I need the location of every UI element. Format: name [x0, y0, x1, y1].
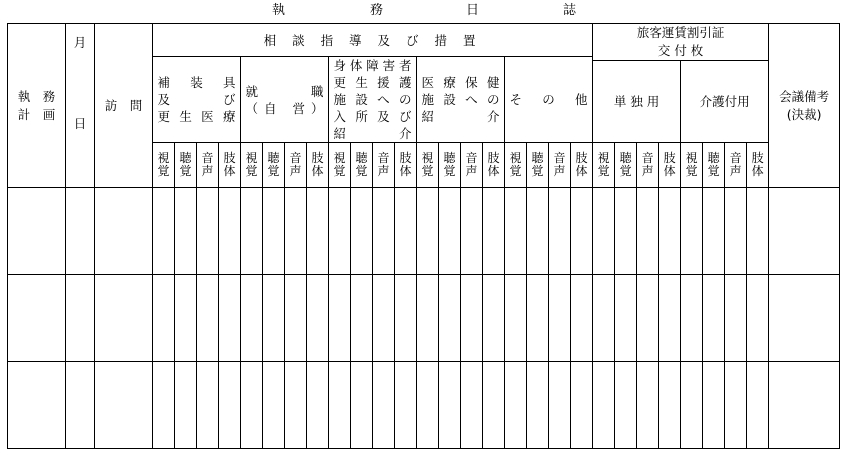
table-cell[interactable] [703, 188, 725, 275]
table-cell[interactable] [615, 275, 637, 362]
table-cell[interactable] [527, 362, 549, 449]
table-cell[interactable] [66, 188, 95, 275]
sub-header-visual: 視覚 [417, 143, 439, 188]
sub-header-visual: 視覚 [329, 143, 351, 188]
title-char: 務 [370, 3, 384, 18]
table-cell[interactable] [66, 362, 95, 449]
sub-header-visual: 視覚 [153, 143, 175, 188]
table-cell[interactable] [351, 362, 373, 449]
sub-header-voice: 音声 [373, 143, 395, 188]
sub-header-voice: 音声 [637, 143, 659, 188]
table-cell[interactable] [593, 188, 615, 275]
sub-header-hearing: 聴覚 [175, 143, 197, 188]
table-row [8, 275, 840, 362]
sub-header-voice: 音声 [725, 143, 747, 188]
sub-header-hearing: 聴覚 [703, 143, 725, 188]
header-shitsumu-keikaku: 執 務 計 画 [8, 24, 66, 188]
table-cell[interactable] [197, 275, 219, 362]
table-cell[interactable] [549, 275, 571, 362]
category-shintai-shougaisha: 身体障害者 更生援護 施設への 入所及び 紹 介 [329, 57, 417, 143]
table-cell[interactable] [483, 275, 505, 362]
table-cell[interactable] [307, 362, 329, 449]
table-cell[interactable] [527, 188, 549, 275]
table-cell[interactable] [769, 188, 840, 275]
table-cell[interactable] [285, 362, 307, 449]
table-cell[interactable] [417, 188, 439, 275]
table-cell[interactable] [241, 275, 263, 362]
sub-header-limb: 肢体 [219, 143, 241, 188]
table-cell[interactable] [175, 362, 197, 449]
table-cell[interactable] [95, 362, 153, 449]
table-row [8, 362, 840, 449]
table-cell[interactable] [527, 275, 549, 362]
table-cell[interactable] [373, 362, 395, 449]
table-cell[interactable] [439, 188, 461, 275]
table-cell[interactable] [197, 362, 219, 449]
table-cell[interactable] [95, 275, 153, 362]
table-cell[interactable] [593, 362, 615, 449]
table-cell[interactable] [593, 275, 615, 362]
table-cell[interactable] [263, 362, 285, 449]
sub-header-limb: 肢体 [659, 143, 681, 188]
sub-header-hearing: 聴覚 [351, 143, 373, 188]
table-cell[interactable] [373, 188, 395, 275]
table-cell[interactable] [681, 275, 703, 362]
table-cell[interactable] [659, 362, 681, 449]
table-cell[interactable] [571, 362, 593, 449]
table-cell[interactable] [263, 188, 285, 275]
table-cell[interactable] [153, 275, 175, 362]
duty-diary-table [7, 23, 840, 449]
table-cell[interactable] [66, 275, 95, 362]
table-cell[interactable] [703, 275, 725, 362]
table-cell[interactable] [725, 188, 747, 275]
sub-header-voice: 音声 [549, 143, 571, 188]
sub-header-limb: 肢体 [395, 143, 417, 188]
table-cell[interactable] [461, 275, 483, 362]
table-cell[interactable] [395, 362, 417, 449]
table-cell[interactable] [95, 188, 153, 275]
sub-header-limb: 肢体 [747, 143, 769, 188]
header-visit: 訪 問 [95, 24, 153, 188]
table-cell[interactable] [725, 362, 747, 449]
table-cell[interactable] [461, 362, 483, 449]
table-cell[interactable] [329, 362, 351, 449]
header-kaigo: 介護付用 [681, 61, 769, 143]
table-cell[interactable] [461, 188, 483, 275]
sub-header-hearing: 聴覚 [263, 143, 285, 188]
sub-header-limb: 肢体 [571, 143, 593, 188]
table-cell[interactable] [769, 362, 840, 449]
category-hosougu: 補 装 具 及 び 更生医療 [153, 57, 241, 143]
table-cell[interactable] [175, 275, 197, 362]
sub-header-visual: 視覚 [241, 143, 263, 188]
form-title [0, 0, 846, 22]
table-cell[interactable] [351, 188, 373, 275]
header-month: 月 [66, 24, 95, 61]
table-cell[interactable] [395, 275, 417, 362]
table-cell[interactable] [549, 188, 571, 275]
title-char: 誌 [563, 3, 577, 18]
table-cell[interactable] [307, 275, 329, 362]
header-kaigi: 会議備考 (決裁) [769, 24, 840, 188]
category-sonota: そ の 他 [505, 57, 593, 143]
table-cell[interactable] [637, 362, 659, 449]
table-cell[interactable] [197, 188, 219, 275]
table-cell[interactable] [219, 275, 241, 362]
table-cell[interactable] [725, 275, 747, 362]
table-cell[interactable] [659, 275, 681, 362]
table-cell[interactable] [483, 188, 505, 275]
table-cell[interactable] [329, 275, 351, 362]
table-cell[interactable] [241, 188, 263, 275]
table-cell[interactable] [747, 188, 769, 275]
table-cell[interactable] [285, 275, 307, 362]
table-cell[interactable] [8, 188, 66, 275]
table-cell[interactable] [505, 188, 527, 275]
table-cell[interactable] [8, 275, 66, 362]
title-char: 日 [466, 3, 480, 18]
category-iryou-hoken: 医療保健 施設への 紹 介 [417, 57, 505, 143]
table-cell[interactable] [747, 362, 769, 449]
sub-header-hearing: 聴覚 [615, 143, 637, 188]
table-cell[interactable] [417, 275, 439, 362]
table-cell[interactable] [263, 275, 285, 362]
table-cell[interactable] [571, 275, 593, 362]
table-cell[interactable] [439, 362, 461, 449]
sub-header-voice: 音声 [461, 143, 483, 188]
table-cell[interactable] [439, 275, 461, 362]
table-cell[interactable] [747, 275, 769, 362]
title-char: 執 [272, 3, 286, 18]
table-cell[interactable] [483, 362, 505, 449]
table-cell[interactable] [659, 188, 681, 275]
table-cell[interactable] [637, 275, 659, 362]
table-cell[interactable] [175, 188, 197, 275]
sub-header-limb: 肢体 [307, 143, 329, 188]
sub-header-visual: 視覚 [593, 143, 615, 188]
category-shushoku: 就 職 （自 営） [241, 57, 329, 143]
table-cell[interactable] [637, 188, 659, 275]
header-tandoku: 単 独 用 [593, 61, 681, 143]
table-row [8, 188, 840, 275]
table-cell[interactable] [395, 188, 417, 275]
table-cell[interactable] [703, 362, 725, 449]
table-cell[interactable] [681, 362, 703, 449]
table-cell[interactable] [8, 362, 66, 449]
table-cell[interactable] [329, 188, 351, 275]
sub-header-visual: 視覚 [505, 143, 527, 188]
sub-header-voice: 音声 [197, 143, 219, 188]
header-ryokaku: 旅客運賃割引証 交 付 枚 [593, 24, 769, 61]
table-cell[interactable] [681, 188, 703, 275]
sub-header-visual: 視覚 [681, 143, 703, 188]
table-cell[interactable] [549, 362, 571, 449]
table-cell[interactable] [505, 275, 527, 362]
table-cell[interactable] [417, 362, 439, 449]
table-cell[interactable] [769, 275, 840, 362]
table-cell[interactable] [307, 188, 329, 275]
sub-header-hearing: 聴覚 [439, 143, 461, 188]
table-cell[interactable] [153, 362, 175, 449]
sub-header-voice: 音声 [285, 143, 307, 188]
table-cell[interactable] [153, 188, 175, 275]
header-soudan-shidou: 相 談 指 導 及 び 措 置 [153, 24, 593, 57]
table-cell[interactable] [219, 362, 241, 449]
table-cell[interactable] [505, 362, 527, 449]
table-cell[interactable] [615, 362, 637, 449]
table-cell[interactable] [241, 362, 263, 449]
sub-header-limb: 肢体 [483, 143, 505, 188]
table-cell[interactable] [571, 188, 593, 275]
table-cell[interactable] [351, 275, 373, 362]
table-cell[interactable] [285, 188, 307, 275]
table-cell[interactable] [219, 188, 241, 275]
table-cell[interactable] [615, 188, 637, 275]
sub-header-hearing: 聴覚 [527, 143, 549, 188]
header-day: 日 [66, 61, 95, 188]
table-cell[interactable] [373, 275, 395, 362]
